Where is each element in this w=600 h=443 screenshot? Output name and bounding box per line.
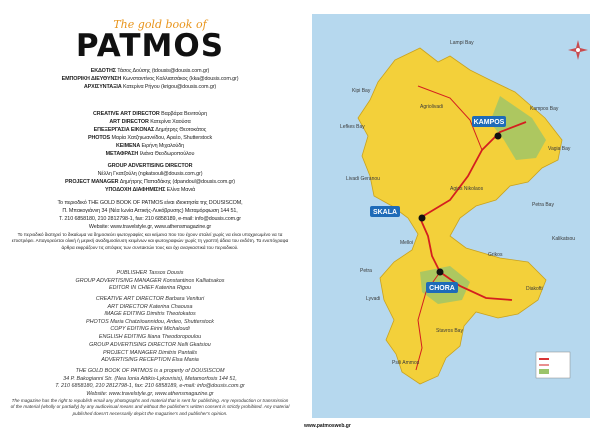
place-label: Diakofti [526, 286, 543, 292]
greek-publisher-info [0, 200, 300, 232]
credit-line: GROUP ADVERTISING DIRECTOR Nelli Gkatsiou [89, 342, 211, 348]
credit-line: PHOTOS Maria Chatziioannidou, Ardeo, Shutterstock [86, 318, 214, 325]
place-label: Kalikatsou [552, 236, 576, 242]
credit-line: CREATIVE ART DIRECTOR Barbara Venituri [95, 296, 205, 302]
credit-line: EDITOR IN CHIEF Katerina Rigou [109, 285, 191, 292]
address-line: 34 P. Bakogianni Str. (Nea Ionia Attikis-Lykovrisis), Metamorfosis 144 51, [63, 375, 237, 382]
credit-line: ART DIRECTOR Κατερίνα Χαούσα [109, 118, 191, 125]
credit-line: GROUP ADVERTISING MANAGER Konstantinos Kalliatsakos [75, 277, 225, 284]
place-label: Petra [360, 268, 372, 274]
credit-line: ΥΠΟΔΟΧΗ ΔΙΑΦΗΜΙΣΗΣ Ελίνα Μανιά [105, 186, 195, 193]
credit-line: Νέλλη Γκατζούλη (ngkatsouli@dousis.com.gr) [97, 170, 203, 177]
place-label: Petra Bay [532, 202, 554, 208]
english-credits-ads [0, 342, 300, 365]
credit-line: ΕΚΔΟΤΗΣ Τάσος Δούσης (tdousis@dousis.com.gr) [90, 68, 210, 74]
place-label: Lefkes Bay [340, 124, 365, 130]
credit-line: IMAGE EDITING Dimitris Theotokatos [104, 311, 196, 318]
greek-credits-ads [0, 163, 300, 195]
place-label: Lyvadi [366, 296, 381, 302]
place-label: Kampos Bay [530, 106, 559, 112]
place-label: Livadi Geranou [346, 176, 380, 182]
greek-disclaimer: Το περιοδικό διατηρεί το δικαίωμα να δημοσιεύει φωτογραφίες και κείμενα που του έχουν σταλεί χωρίς να είναι υποχρεωμένο να τα επιστρέφει. Απαγορεύεται ολική ή μερική αναδημοσίευση κειμένων και φωτογραφιών χωρίς τη γραπτή άδεια του εκδότη. Τα ενυπόγραφα άρθρα εκφράζουν τις απόψεις των συντακτών τους και όχι αναγκαστικά του περιοδικού. [11, 232, 289, 250]
contact-line: T. 210 6858180, 210 2812798-1, fax: 210 6858189, e-mail: info@dousis.com.gr [55, 383, 245, 390]
website-line: Website: www.travelstyle.gr, www.athensmagazine.gr [88, 223, 212, 230]
english-credits-creative [0, 296, 300, 342]
credit-line: ENGLISH EDITING Iliana Theodoropoulou [98, 333, 202, 340]
place-label: Vagia Bay [548, 146, 571, 152]
place-label: Psili Ammos [392, 360, 420, 366]
credit-line: ΑΡΧΙΣΥΝΤΑΞΙΑ Κατερίνα Ρήγου (krigou@dousis.com.gr) [83, 83, 217, 90]
place-label: Agriolivadi [420, 104, 444, 110]
credit-line: ΕΠΕΞΕΡΓΑΣΙΑ ΕΙΚΟΝΑΣ Δημήτρης Θεοτοκάτος [93, 126, 207, 133]
credit-line: ADVERTISING RECEPTION Elsa Mania [101, 357, 199, 364]
english-disclaimer: The magazine has the right to republish email any photographs and material that is sent for publishing. Any reproduction or transmission of the material (wholly or partially) by any audiovisual means and without the publisher's written consent is strictly prohibited. Any material published doesn't necessarily depict the magazine's and publisher's opinion. [10, 398, 290, 416]
english-credits-top [0, 270, 300, 293]
svg-text:SKALA: SKALA [372, 209, 398, 216]
credit-line: PROJECT MANAGER Dimitris Pantalis [102, 349, 198, 356]
website-line: Website: www.travelstyle.gr, www.athensmagazine.gr [86, 390, 214, 397]
credit-line: ΕΜΠΟΡΙΚΗ ΔΙΕΥΘΥΝΣΗ Κωνσταντίνος Καλλιατσάκος (kka@dousis.com.gr) [61, 75, 239, 82]
credit-line: GROUP ADVERTISING DIRECTOR [107, 163, 193, 169]
map-page [300, 0, 600, 443]
place-label: Agios Nikolaos [450, 186, 484, 192]
svg-text:KAMPOS: KAMPOS [473, 119, 505, 126]
credit-line: ART DIRECTOR Katerina Chaousa [107, 303, 193, 310]
place-label: Melloi [400, 240, 414, 246]
credit-line: PUBLISHER Tassos Dousis [116, 270, 184, 276]
ownership-line: THE GOLD BOOK OF PATMOS is a property of DOUSISCOM [75, 368, 225, 374]
place-label: Kipi Bay [352, 88, 371, 94]
patmos-map [300, 0, 600, 443]
credit-line: COPY EDITING Eirini Michaloudi [110, 326, 190, 333]
map-legend [536, 352, 570, 378]
credit-line: PROJECT MANAGER Δημήτρης Παπαδάκης (dpandoul@dousis.com.gr) [65, 178, 235, 185]
svg-text:CHORA: CHORA [429, 285, 455, 292]
place-label: Lampi Bay [450, 40, 474, 46]
contact-line: Τ. 210 6858180, 210 2812798-1, fax: 210 6858189, e-mail: info@dousis.com.gr [59, 215, 241, 222]
address-line: Π. Μπακογιάννη 34 (Νέα Ιωνία Αττικής-Λυκόβρυσης) Μεταμόρφωση 144 51, [62, 207, 238, 214]
credit-line: CREATIVE ART DIRECTOR Βαρβάρα Βενιτούρη [92, 111, 208, 117]
place-label: Stavros Bay [436, 328, 463, 334]
greek-credits-creative [0, 111, 300, 158]
ownership-line: Το περιοδικό THE GOLD BOOK OF PATMOS είναι ιδιοκτησία της DOUSISCOM, [57, 200, 243, 206]
english-publisher-info [0, 368, 300, 398]
map-website: www.patmosweb.gr [304, 423, 351, 429]
credit-line: PHOTOS Μαρία Χατζηιωαννίδου, Αρεέο, Shutterstock [87, 134, 213, 141]
masthead-title: PATMOS [75, 28, 225, 64]
place-label: Grikos [488, 252, 503, 258]
greek-credits-top [0, 68, 300, 92]
credit-line: ΜΕΤΑΦΡΑΣΗ Ιλιάνα Θεοδωροπούλου [105, 150, 195, 157]
masthead-subtitle: The gold book of [113, 18, 207, 31]
credit-line: ΚΕΙΜΕΝΑ Ειρήνη Μιχαλούδη [115, 142, 185, 149]
